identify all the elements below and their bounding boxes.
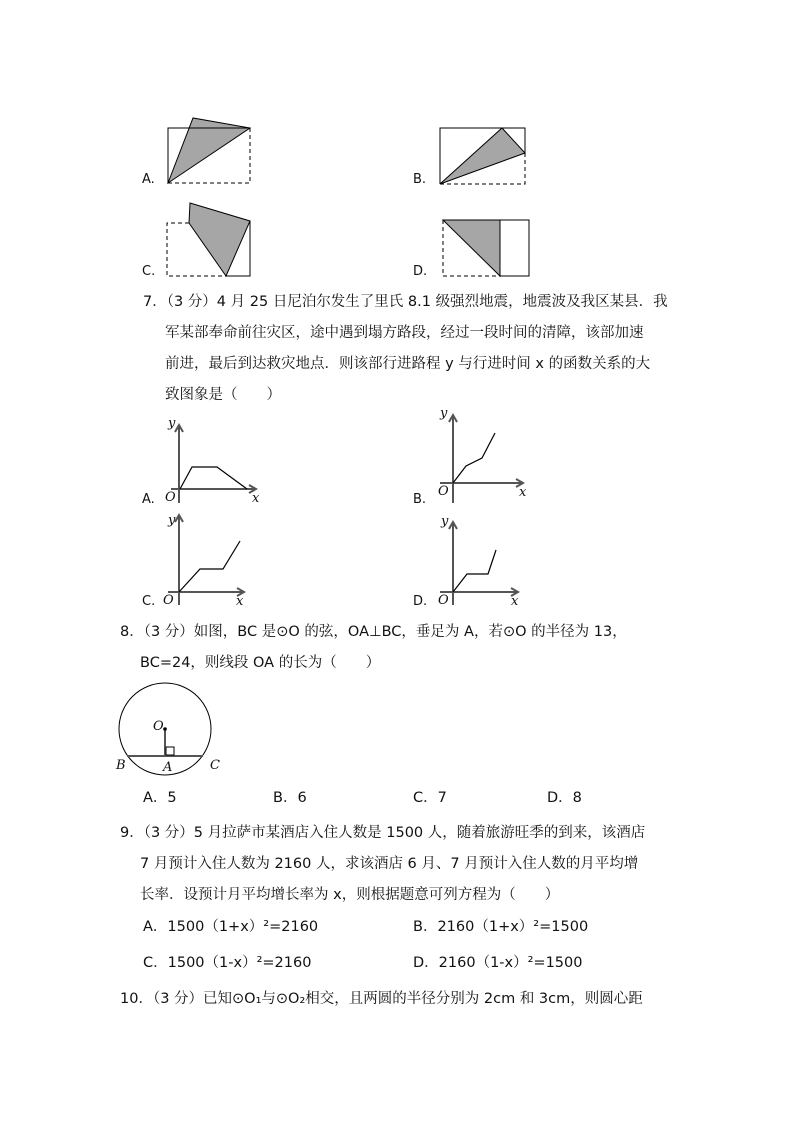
q7-option-b: B. (413, 492, 427, 507)
q7c-origin: O (163, 593, 174, 608)
q8-label-a: A (163, 760, 173, 775)
q7b-x-label: x (519, 485, 527, 500)
q8-option-c: C．7 (413, 790, 447, 806)
q8-option-d: D．8 (547, 790, 582, 806)
q9-line-2: 7 月预计入住人数为 2160 人，求该酒店 6 月、7 月预计入住人数的月平均增 (140, 856, 639, 872)
q7d-y-label: y (441, 514, 449, 529)
q8-option-a: A．5 (143, 790, 177, 806)
q9-option-c: C．1500（1-x）²=2160 (143, 955, 312, 971)
q8-line-2: BC=24，则线段 OA 的长为（ ） (140, 655, 381, 671)
q8-label-o: O (153, 719, 164, 734)
q8-label-b: B (116, 758, 126, 773)
q6-option-a: A. (142, 172, 155, 187)
q7-option-d: D. (413, 594, 428, 609)
q10-line-1: 10．（3 分）已知⊙O₁与⊙O₂相交，且两圆的半径分别为 2cm 和 3cm，则圆心距 (120, 991, 643, 1007)
q7-line-4: 致图象是（ ） (165, 387, 281, 403)
q7-option-a: A. (142, 492, 155, 507)
q7d-x-label: x (511, 594, 519, 609)
q7-line-2: 军某部奉命前往灾区，途中遇到塌方路段，经过一段时间的清障，该部加速 (165, 325, 644, 341)
q9-option-a: A．1500（1+x）²=2160 (143, 919, 319, 935)
q7-option-c: C. (142, 594, 156, 609)
q9-option-b: B．2160（1+x）²=1500 (413, 919, 589, 935)
q7d-origin: O (438, 593, 449, 608)
q7a-origin: O (165, 490, 176, 505)
q9-line-3: 长率．设预计月平均增长率为 x，则根据题意可列方程为（ ） (140, 887, 560, 903)
q8-right-angle-mark (166, 747, 174, 755)
q8-option-b: B．6 (273, 790, 307, 806)
q7a-x-label: x (252, 491, 260, 506)
q7b-origin: O (438, 484, 449, 499)
q6-option-b: B. (413, 172, 427, 187)
q7-line-3: 前进，最后到达救灾地点．则该部行进路程 y 与行进时间 x 的函数关系的大 (165, 356, 651, 372)
q9-line-1: 9．（3 分）5 月拉萨市某酒店入住人数是 1500 人，随着旅游旺季的到来，该酒店 (120, 825, 646, 841)
q8-line-1: 8．（3 分）如图，BC 是⊙O 的弦，OA⊥BC，垂足为 A，若⊙O 的半径为 13， (120, 624, 627, 640)
q7a-y-label: y (168, 416, 176, 431)
q9-option-d: D．2160（1-x）²=1500 (413, 955, 583, 971)
q6-option-c: C. (142, 264, 156, 279)
q7b-y-label: y (440, 406, 448, 421)
q7-line-1: 7．（3 分）4 月 25 日尼泊尔发生了里氏 8.1 级强烈地震，地震波及我区某县．我 (143, 294, 668, 310)
q7c-x-label: x (236, 594, 244, 609)
q6-option-d: D. (413, 264, 428, 279)
q7c-y-label: y (168, 513, 176, 528)
q8-label-c: C (210, 758, 220, 773)
